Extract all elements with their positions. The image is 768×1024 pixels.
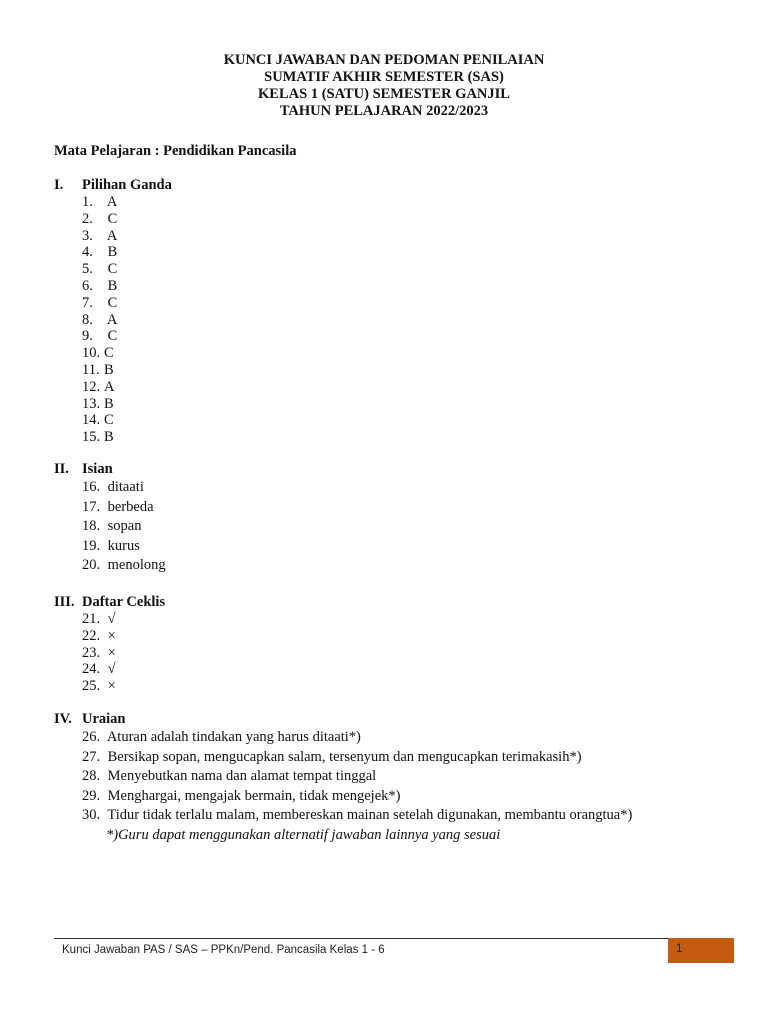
section-heading: [54, 711, 632, 728]
section-heading: [54, 461, 166, 478]
item-number: 2.: [82, 210, 93, 227]
item-answer: A: [106, 194, 118, 210]
item-number: 25.: [82, 678, 101, 695]
item-answer: B: [104, 361, 114, 378]
section-title: Uraian: [82, 711, 126, 727]
item-answer: kurus: [107, 537, 140, 554]
answer-item: [54, 396, 172, 413]
item-answer: ×: [107, 627, 116, 644]
section-uraian: [54, 711, 632, 845]
item-answer: ditaati: [107, 479, 144, 495]
title-line-1: KUNCI JAWABAN DAN PEDOMAN PENILAIAN: [223, 52, 545, 68]
subject-line: Mata Pelajaran : Pendidikan Pancasila: [54, 143, 297, 159]
answer-item: [54, 379, 172, 396]
item-answer: C: [107, 210, 118, 227]
item-number: 12.: [82, 378, 101, 395]
answer-item: [54, 278, 172, 295]
item-answer: A: [106, 311, 118, 328]
item-answer: Menyebutkan nama dan alamat tempat tinggal: [107, 768, 377, 784]
answer-item: [54, 556, 166, 576]
answer-item: [54, 661, 165, 678]
item-number: 15.: [82, 429, 101, 446]
item-number: 9.: [82, 328, 93, 345]
item-answer: C: [104, 345, 114, 362]
item-number: 19.: [82, 537, 101, 554]
item-answer: C: [104, 412, 114, 429]
document-title: [0, 52, 768, 120]
item-number: 29.: [82, 787, 101, 804]
answer-item: [54, 328, 172, 345]
item-number: 14.: [82, 412, 101, 429]
item-answer: √: [107, 661, 116, 678]
item-number: 28.: [82, 768, 101, 784]
answer-item: [54, 498, 166, 518]
item-number: 6.: [82, 277, 93, 294]
item-number: 18.: [82, 518, 101, 534]
title-line-2: SUMATIF AKHIR SEMESTER (SAS): [264, 69, 504, 85]
item-answer: A: [104, 378, 115, 395]
section-title: Isian: [82, 461, 113, 477]
answer-item: [54, 429, 172, 446]
title-line-4: TAHUN PELAJARAN 2022/2023: [279, 103, 489, 119]
item-answer: B: [104, 429, 114, 446]
section-heading: [54, 177, 172, 194]
answer-list: [54, 194, 172, 446]
item-answer: sopan: [107, 518, 142, 534]
answer-item: [54, 678, 165, 695]
item-number: 10.: [82, 345, 101, 362]
item-number: 23.: [82, 644, 101, 661]
answer-item: [54, 312, 172, 329]
footer-text: Kunci Jawaban PAS / SAS – PPKn/Pend. Pancasila Kelas 1 - 6: [62, 944, 385, 956]
item-answer: Tidur tidak terlalu malam, membereskan mainan setelah digunakan, membantu orangtua*): [107, 807, 633, 823]
answer-item: [54, 295, 172, 312]
answer-item: [54, 412, 172, 429]
answer-item: [54, 806, 632, 826]
item-answer: √: [107, 611, 116, 627]
item-number: 16.: [82, 479, 101, 495]
answer-item: [54, 261, 172, 278]
section-number: II.: [54, 461, 69, 477]
answer-item: [54, 345, 172, 362]
item-answer: menolong: [107, 557, 166, 573]
item-answer: A: [106, 227, 118, 244]
section-isian: [54, 461, 166, 576]
item-number: 3.: [82, 227, 93, 244]
item-number: 27.: [82, 748, 101, 765]
item-number: 22.: [82, 627, 101, 644]
answer-item: [54, 728, 632, 748]
item-number: 24.: [82, 661, 101, 678]
item-number: 5.: [82, 261, 93, 278]
item-answer: B: [107, 277, 118, 294]
item-number: 4.: [82, 244, 93, 261]
item-answer: ×: [107, 644, 116, 661]
item-answer: Aturan adalah tindakan yang harus ditaati*): [106, 729, 361, 745]
answer-item: [54, 645, 165, 662]
answer-item: [54, 362, 172, 379]
answer-item: [54, 478, 166, 498]
answer-list: [54, 611, 165, 695]
section-title: Pilihan Ganda: [82, 177, 172, 193]
item-number: 26.: [82, 729, 101, 745]
section-number: I.: [54, 177, 64, 193]
answer-item: [54, 611, 165, 628]
item-answer: berbeda: [107, 498, 154, 515]
answer-item: [54, 628, 165, 645]
item-answer: C: [107, 261, 118, 278]
answer-list: [54, 728, 632, 826]
item-answer: Bersikap sopan, mengucapkan salam, tersenyum dan mengucapkan terimakasih*): [107, 748, 582, 765]
answer-item: [54, 211, 172, 228]
item-number: 30.: [82, 807, 101, 823]
answer-item: [54, 194, 172, 211]
footer-divider: [54, 938, 668, 939]
item-number: 20.: [82, 557, 101, 573]
item-number: 17.: [82, 498, 101, 515]
section-pilihan-ganda: [54, 177, 172, 446]
section-title: Daftar Ceklis: [82, 594, 166, 610]
section-heading: [54, 594, 165, 611]
item-answer: C: [107, 328, 118, 345]
section-daftar-ceklis: [54, 594, 165, 695]
answer-item: [54, 228, 172, 245]
item-number: 13.: [82, 395, 101, 412]
answer-item: [54, 787, 632, 807]
answer-item: [54, 537, 166, 557]
item-number: 7.: [82, 294, 93, 311]
answer-list: [54, 478, 166, 576]
answer-item: [54, 767, 632, 787]
item-number: 1.: [82, 194, 93, 210]
item-answer: B: [104, 395, 114, 412]
answer-item: [54, 748, 632, 768]
item-answer: B: [107, 244, 118, 261]
item-answer: Menghargai, mengajak bermain, tidak mengejek*): [107, 787, 401, 804]
page-number: 1: [676, 943, 683, 955]
item-answer: ×: [107, 678, 116, 695]
item-number: 11.: [82, 361, 100, 378]
answer-item: [54, 244, 172, 261]
item-number: 8.: [82, 311, 93, 328]
section-number: III.: [54, 594, 75, 610]
title-line-3: KELAS 1 (SATU) SEMESTER GANJIL: [258, 86, 510, 102]
page-number-box: [668, 938, 734, 963]
section-number: IV.: [54, 711, 72, 727]
alternative-answer-note: *)Guru dapat menggunakan alternatif jawaban lainnya yang sesuai: [106, 826, 501, 843]
item-answer: C: [107, 294, 118, 311]
item-number: 21.: [82, 611, 101, 627]
answer-item: [54, 517, 166, 537]
